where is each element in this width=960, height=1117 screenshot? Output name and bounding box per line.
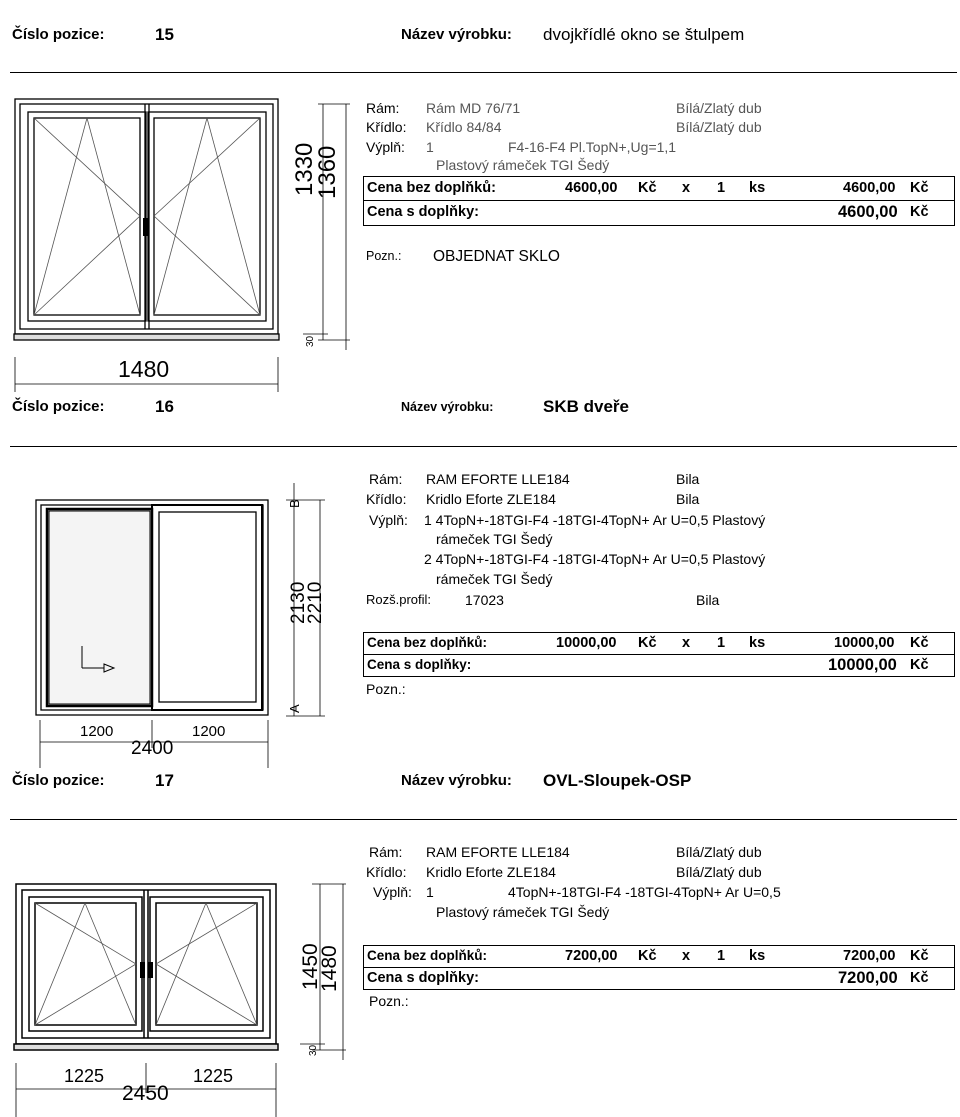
sash-value: Kridlo Eforte ZLE184: [426, 864, 556, 880]
section-divider: [10, 446, 957, 447]
handle-icon: [143, 218, 149, 236]
handle-icon: [148, 962, 153, 978]
position-number: 15: [155, 25, 174, 44]
currency: Kč: [638, 635, 657, 651]
glazing-label: Výplň:: [373, 884, 412, 900]
price-with-value: 10000,00: [828, 656, 897, 674]
multiply-sign: x: [682, 948, 691, 964]
price-with-label: Cena s doplňky:: [367, 970, 479, 986]
glazing-value-1: 1 4TopN+-18TGI-F4 -18TGI-4TopN+ Ar U=0,5 Plastový: [424, 512, 766, 528]
price-box: [363, 176, 955, 226]
dimension-width: 1480: [118, 356, 170, 382]
spacer-note: Plastový rámeček TGI Šedý: [436, 904, 610, 920]
frame-color: Bila: [676, 471, 700, 487]
note-label: Pozn.:: [366, 249, 402, 263]
currency: Kč: [910, 970, 929, 986]
dimension-height-inner: 1450: [299, 943, 322, 990]
price-base-label: Cena bez doplňků:: [367, 635, 488, 650]
frame-color: Bílá/Zlatý dub: [676, 844, 762, 860]
glazing-value-1-cont: rámeček TGI Šedý: [436, 531, 553, 547]
glazing-label: Výplň:: [369, 512, 408, 528]
dimension-width: 2450: [122, 1082, 169, 1105]
price-with-label: Cena s doplňky:: [367, 204, 479, 220]
currency: Kč: [910, 204, 929, 220]
frame-value: RAM EFORTE LLE184: [426, 471, 570, 487]
dimension-left: 1225: [64, 1066, 105, 1086]
price-box: [363, 632, 955, 677]
product-name: OVL-Sloupek-OSP: [543, 771, 692, 790]
dimension-height-inner: 1330: [291, 142, 318, 196]
product-name: dvojkřídlé okno se štulpem: [543, 25, 745, 44]
glazing-label: Výplň:: [366, 139, 405, 155]
sash-color: Bílá/Zlatý dub: [676, 864, 762, 880]
quantity: 1: [717, 635, 726, 651]
note-label: Pozn.:: [369, 993, 409, 1009]
position-number: 17: [155, 771, 174, 790]
multiply-sign: x: [682, 180, 691, 196]
position-number: 16: [155, 397, 174, 416]
dimension-bottom: A: [287, 704, 302, 713]
unit: ks: [749, 948, 766, 964]
window-drawing: [0, 878, 350, 1117]
price-with-label: Cena s doplňky:: [367, 657, 472, 672]
dimension-top: B: [287, 499, 302, 508]
price-base-value: 10000,00: [556, 635, 617, 651]
spacer-note: Plastový rámeček TGI Šedý: [436, 157, 610, 173]
unit: ks: [749, 180, 766, 196]
frame-value: Rám MD 76/71: [426, 100, 521, 116]
dimension-bottom: 30: [305, 335, 316, 347]
position-label: Číslo pozice:: [12, 398, 105, 415]
glazing-value-2-cont: rámeček TGI Šedý: [436, 571, 553, 587]
frame-color: Bílá/Zlatý dub: [676, 100, 762, 116]
price-box: [363, 945, 955, 990]
frame-label: Rám:: [369, 471, 403, 487]
note-text: OBJEDNAT SKLO: [433, 248, 560, 265]
quantity: 1: [717, 948, 726, 964]
frame-label: Rám:: [366, 100, 400, 116]
section-divider: [10, 819, 957, 820]
product-name-label: Název výrobku:: [401, 26, 512, 43]
dimension-right: 1225: [193, 1066, 234, 1086]
sash-value: Křídlo 84/84: [426, 119, 502, 135]
position-label: Číslo pozice:: [12, 26, 105, 43]
currency: Kč: [910, 948, 929, 964]
sash-label: Křídlo:: [366, 119, 407, 135]
price-base-value: 4600,00: [565, 180, 618, 196]
total-value: 4600,00: [843, 180, 896, 196]
dimension-height-outer: 2210: [305, 581, 326, 624]
sash-label: Křídlo:: [366, 864, 407, 880]
dimension-height-outer: 1360: [314, 145, 341, 199]
currency: Kč: [910, 635, 929, 651]
glazing-value: 4TopN+-18TGI-F4 -18TGI-4TopN+ Ar U=0,5: [508, 884, 781, 900]
quantity: 1: [717, 180, 726, 196]
window-drawing: [8, 92, 353, 394]
product-name-label: Název výrobku:: [401, 772, 512, 789]
glazing-index: 1: [426, 884, 434, 900]
unit: ks: [749, 635, 766, 651]
note-label: Pozn.:: [366, 681, 406, 697]
dimension-right: 1200: [192, 723, 226, 740]
currency: Kč: [910, 657, 929, 673]
price-with-value: 7200,00: [838, 969, 898, 987]
profile-color: Bila: [696, 592, 720, 608]
total-value: 10000,00: [834, 635, 895, 651]
handle-icon: [140, 962, 145, 978]
sash-color: Bila: [676, 491, 700, 507]
multiply-sign: x: [682, 635, 691, 651]
price-base-value: 7200,00: [565, 948, 618, 964]
total-value: 7200,00: [843, 948, 896, 964]
position-label: Číslo pozice:: [12, 772, 105, 789]
frame-label: Rám:: [369, 844, 403, 860]
product-name-label: Název výrobku:: [401, 400, 494, 414]
price-base-label: Cena bez doplňků:: [367, 948, 488, 963]
dimension-width: 2400: [131, 738, 174, 759]
glazing-value: F4-16-F4 Pl.TopN+,Ug=1,1: [508, 139, 677, 155]
dimension-height-inner: 2130: [288, 581, 309, 624]
currency: Kč: [638, 180, 657, 196]
profile-label: Rozš.profil:: [366, 592, 432, 607]
profile-value: 17023: [465, 592, 504, 608]
dimension-left: 1200: [80, 723, 114, 740]
frame-value: RAM EFORTE LLE184: [426, 844, 570, 860]
dimension-height-outer: 1480: [318, 945, 341, 992]
product-name: SKB dveře: [543, 397, 629, 416]
sash-color: Bílá/Zlatý dub: [676, 119, 762, 135]
glazing-value-2: 2 4TopN+-18TGI-F4 -18TGI-4TopN+ Ar U=0,5 Plastový: [424, 551, 766, 567]
currency: Kč: [638, 948, 657, 964]
price-base-label: Cena bez doplňků:: [367, 180, 496, 196]
sash-label: Křídlo:: [366, 491, 407, 507]
glazing-index: 1: [426, 139, 434, 155]
price-with-value: 4600,00: [838, 203, 898, 221]
currency: Kč: [910, 180, 929, 196]
dimension-bottom: 30: [308, 1044, 319, 1056]
sash-value: Kridlo Eforte ZLE184: [426, 491, 556, 507]
section-divider: [10, 72, 957, 73]
